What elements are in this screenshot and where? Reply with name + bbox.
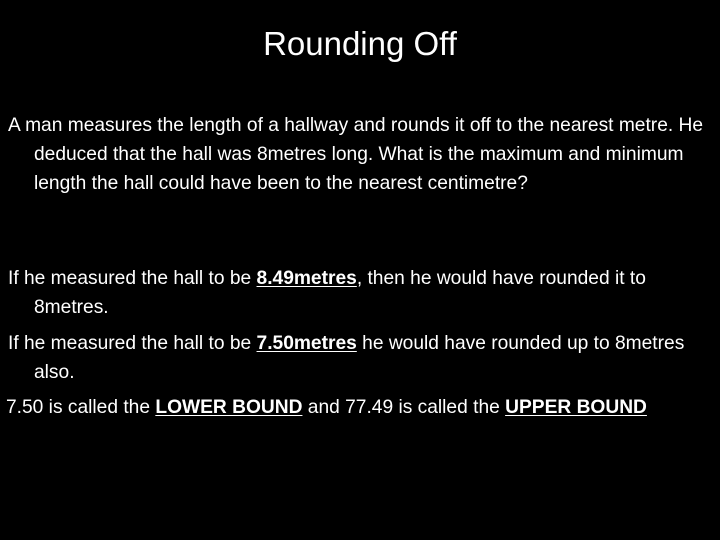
lower-bound-term: LOWER BOUND — [155, 397, 303, 418]
upper-value-lead-text: If he measured the hall to be — [8, 268, 257, 289]
upper-bound-term: UPPER BOUND — [505, 397, 647, 418]
lower-value-paragraph — [8, 329, 716, 387]
bounds-middle-text: and 77.49 is called the — [302, 397, 506, 418]
lower-value-emphasis: 7.50metres — [256, 333, 357, 354]
bounds-paragraph — [6, 393, 718, 422]
slide-title: Rounding Off — [263, 25, 457, 62]
upper-value-emphasis: 8.49metres — [256, 268, 357, 289]
question-paragraph: A man measures the length of a hallway and rounds it off to the nearest metre. He deduced that the hall was 8metres long. What is the maximum and minimum length the hall could have been to the nearest centimetre? — [8, 115, 704, 194]
upper-value-trail-text: , then he would have rounded it to 8metres. — [34, 268, 646, 318]
lower-value-trail-text: he would have rounded up to 8metres also. — [34, 333, 685, 383]
lower-value-lead-text: If he measured the hall to be — [8, 333, 257, 354]
upper-value-paragraph — [8, 264, 716, 322]
bounds-lead-text: 7.50 is called the — [6, 397, 156, 418]
